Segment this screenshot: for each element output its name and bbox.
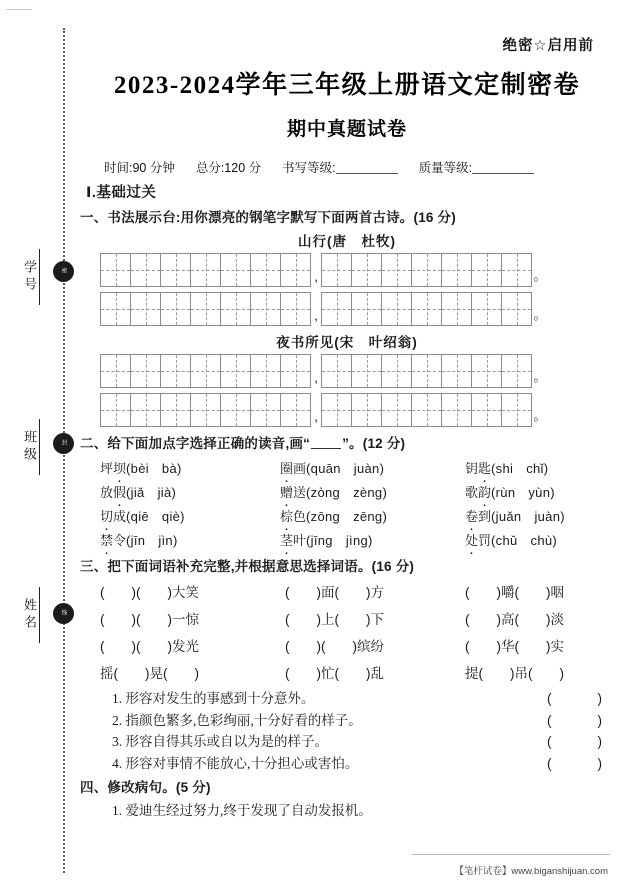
table-row: [100, 604, 620, 631]
pinyin-option-b[interactable]: yùn: [528, 484, 551, 500]
dotted-char: 赠: [280, 484, 294, 500]
table-row: [100, 479, 610, 503]
grid-cell[interactable]: [131, 355, 161, 387]
pinyin-item[interactable]: 切成(qiē qiè): [100, 503, 280, 527]
idiom-blank[interactable]: ( )( )缤纷: [285, 638, 384, 654]
pinyin-item[interactable]: 赠送(zòng zèng): [280, 479, 465, 503]
grid-cell[interactable]: [191, 293, 221, 325]
quality-grade-label: 质量等级:: [418, 161, 473, 175]
grid-half-right[interactable]: [321, 393, 532, 427]
grid-cell[interactable]: [161, 293, 191, 325]
grid-cell[interactable]: [442, 355, 472, 387]
description-text: 3. 形容自得其乐或自以为是的样子。: [112, 734, 328, 749]
comma-separator: ,: [314, 308, 318, 323]
pinyin-option-a[interactable]: shi: [495, 460, 514, 476]
question-1-heading: 一、书法展示台:用你漂亮的钢笔字默写下面两首古诗。(16 分): [80, 210, 456, 225]
grid-half-left[interactable]: [100, 253, 311, 287]
grid-cell[interactable]: [352, 254, 382, 286]
period-separator: 。: [533, 408, 547, 423]
pinyin-option-a[interactable]: zòng: [310, 484, 341, 500]
list-item: [112, 709, 602, 729]
grid-cell[interactable]: [101, 293, 131, 325]
poem-2-line-1[interactable]: [100, 354, 622, 388]
pinyin-option-b[interactable]: juàn: [353, 460, 380, 476]
exam-time: 时间:90 分钟: [104, 161, 175, 175]
pinyin-option-b[interactable]: jìn: [158, 532, 173, 548]
grid-cell[interactable]: [161, 394, 191, 426]
grid-cell[interactable]: [382, 394, 412, 426]
list-item: [112, 752, 602, 772]
grid-cell[interactable]: [191, 254, 221, 286]
grid-cell[interactable]: [442, 254, 472, 286]
grid-half-left[interactable]: [100, 393, 311, 427]
grid-cell[interactable]: [352, 355, 382, 387]
question-2-heading: [80, 432, 622, 452]
pinyin-option-b[interactable]: jìng: [345, 532, 369, 548]
pinyin-item[interactable]: 坪坝(bèi bà): [100, 455, 280, 479]
grid-cell[interactable]: [251, 293, 281, 325]
grid-cell[interactable]: [382, 293, 412, 325]
grid-cell[interactable]: [502, 394, 532, 426]
grid-cell[interactable]: [101, 394, 131, 426]
answer-blank[interactable]: ( ): [547, 691, 602, 706]
grid-cell[interactable]: [221, 355, 251, 387]
idiom-blank[interactable]: ( )上( )下: [285, 611, 384, 627]
period-separator: 。: [533, 268, 547, 283]
poem-1-line-1[interactable]: [100, 253, 622, 287]
grid-half-right[interactable]: [321, 354, 532, 388]
pinyin-option-a[interactable]: bèi: [130, 460, 149, 476]
seal-stamp-xian: 线: [54, 604, 73, 623]
pinyin-option-b[interactable]: bà: [161, 460, 177, 476]
period-separator: 。: [533, 369, 547, 384]
grid-cell[interactable]: [191, 355, 221, 387]
dotted-char: 切: [100, 508, 114, 524]
exam-total-score: 总分:120 分: [195, 161, 262, 175]
description-text: 1. 形容对发生的事感到十分意外。: [112, 691, 315, 706]
part-one-title: Ⅰ.基础过关: [86, 185, 157, 201]
idiom-blank[interactable]: ( )嚼( )咽: [465, 584, 564, 600]
poem-1-line-2[interactable]: [100, 292, 622, 326]
pinyin-option-a[interactable]: juǎn: [495, 508, 522, 524]
grid-cell[interactable]: [382, 355, 412, 387]
idiom-blank[interactable]: ( )华( )实: [465, 638, 564, 654]
pinyin-item[interactable]: 处罚(chǔ chù): [465, 527, 610, 551]
grid-cell[interactable]: [472, 394, 502, 426]
handwriting-grade-label: 书写等级:: [282, 161, 336, 175]
answer-blank[interactable]: ( ): [547, 755, 602, 771]
sidebar-label-student-id: 学号: [22, 260, 37, 294]
pinyin-option-a[interactable]: qiē: [130, 508, 149, 524]
list-item: [112, 730, 602, 750]
pinyin-option-a[interactable]: jīng: [310, 532, 333, 548]
grid-cell[interactable]: [221, 394, 251, 426]
handwriting-grade-field[interactable]: [336, 162, 398, 174]
question-4-heading: 四、修改病句。(5 分): [80, 779, 211, 795]
grid-cell[interactable]: [322, 394, 352, 426]
pinyin-item[interactable]: 禁令(jīn jìn): [100, 527, 280, 551]
grid-cell[interactable]: [191, 394, 221, 426]
grid-cell[interactable]: [281, 254, 311, 286]
grid-cell[interactable]: [412, 355, 442, 387]
name-write-line[interactable]: [39, 587, 40, 643]
idiom-blank[interactable]: ( )( )大笑: [100, 584, 199, 600]
pinyin-option-b[interactable]: zēng: [353, 508, 383, 524]
pinyin-item[interactable]: 茎叶(jīng jìng): [280, 527, 465, 551]
secret-notice: 绝密☆启用前: [502, 38, 594, 54]
pinyin-option-a[interactable]: chǔ: [495, 532, 518, 548]
exam-content: [72, 0, 630, 891]
word-char: 令: [113, 532, 127, 548]
pinyin-option-b[interactable]: juàn: [534, 508, 561, 524]
page-subtitle: 期中真题试卷: [286, 119, 407, 140]
grid-cell[interactable]: [412, 293, 442, 325]
dotted-char: 匙: [478, 460, 492, 476]
grid-cell[interactable]: [442, 394, 472, 426]
grid-cell[interactable]: [442, 293, 472, 325]
dotted-char: 卷: [465, 508, 479, 524]
grid-cell[interactable]: [101, 355, 131, 387]
page-title: 2023-2024学年三年级上册语文定制密卷: [113, 72, 581, 99]
grid-cell[interactable]: [131, 293, 161, 325]
description-text: 4. 形容对事情不能放心,十分担心或害怕。: [112, 755, 359, 771]
student-id-write-line[interactable]: [39, 249, 40, 305]
grid-half-left[interactable]: [100, 292, 311, 326]
grid-cell[interactable]: [502, 293, 532, 325]
grid-cell[interactable]: [322, 254, 352, 286]
pinyin-option-b[interactable]: qiè: [161, 508, 181, 524]
pinyin-option-a[interactable]: jīn: [130, 532, 146, 548]
grid-cell[interactable]: [281, 293, 311, 325]
question-2-heading-after: ”。(12 分): [342, 436, 406, 451]
grid-cell[interactable]: [502, 254, 532, 286]
pinyin-item[interactable]: 放假(jiǎ jià): [100, 479, 280, 503]
comma-separator: ,: [314, 269, 318, 284]
pinyin-option-a[interactable]: jiǎ: [130, 484, 145, 500]
pinyin-option-a[interactable]: zōng: [310, 508, 341, 524]
grid-cell[interactable]: [352, 293, 382, 325]
grid-cell[interactable]: [322, 355, 352, 387]
dotted-char: 茎: [280, 532, 294, 548]
quality-grade-field[interactable]: [472, 162, 534, 174]
grid-half-right[interactable]: [321, 292, 532, 326]
question-2-heading-before: 二、给下面加点字选择正确的读音,画“: [80, 436, 311, 451]
idiom-blank-table: [100, 577, 620, 685]
word-char: 罚: [478, 532, 492, 548]
word-char: 坪: [100, 460, 114, 476]
idiom-blank[interactable]: 摇( )晃( ): [100, 665, 199, 681]
table-row: [100, 577, 620, 604]
underline-mark: [311, 438, 341, 449]
footer-divider: [412, 854, 610, 855]
grid-cell[interactable]: [131, 394, 161, 426]
dotted-char: 坝: [113, 460, 127, 476]
word-char: 画: [293, 460, 307, 476]
pinyin-option-a[interactable]: quān: [310, 460, 341, 476]
exam-info-line: [104, 158, 622, 176]
word-char: 到: [478, 508, 492, 524]
list-item: [112, 687, 602, 707]
word-char: 成: [113, 508, 127, 524]
idiom-blank[interactable]: 提( )吊( ): [465, 665, 564, 681]
footer-watermark: 【笔杆试卷】www.biganshijuan.com: [454, 866, 608, 877]
description-text: 2. 指颜色繁多,色彩绚丽,十分好看的样子。: [112, 712, 362, 728]
table-row: [100, 527, 610, 551]
answer-blank[interactable]: ( ): [547, 734, 602, 749]
grid-cell[interactable]: [412, 254, 442, 286]
pinyin-option-a[interactable]: rùn: [495, 484, 516, 500]
grid-cell[interactable]: [472, 254, 502, 286]
question-3-heading: 三、把下面词语补充完整,并根据意思选择词语。(16 分): [80, 559, 415, 574]
grid-cell[interactable]: [251, 355, 281, 387]
grid-cell[interactable]: [472, 355, 502, 387]
dotted-char: 圈: [280, 460, 294, 476]
grid-half-right[interactable]: [321, 253, 532, 287]
pinyin-item[interactable]: 圈画(quān juàn): [280, 455, 465, 479]
grid-cell[interactable]: [382, 254, 412, 286]
grid-cell[interactable]: [472, 293, 502, 325]
pinyin-option-b[interactable]: chǐ: [526, 460, 544, 476]
grid-cell[interactable]: [221, 293, 251, 325]
pinyin-option-b[interactable]: jià: [157, 484, 172, 500]
grid-cell[interactable]: [101, 254, 131, 286]
idiom-blank[interactable]: ( )( )发光: [100, 638, 199, 654]
dotted-char: 禁: [100, 532, 114, 548]
table-row: [100, 455, 610, 479]
grid-cell[interactable]: [251, 254, 281, 286]
word-char: 放: [100, 484, 114, 500]
comma-separator: ,: [314, 409, 318, 424]
dotted-char: 处: [465, 532, 479, 548]
grid-cell[interactable]: [131, 254, 161, 286]
word-char: 钥: [465, 460, 479, 476]
poem-2-line-2[interactable]: [100, 393, 622, 427]
word-char: 色: [293, 508, 307, 524]
pinyin-item[interactable]: 钥匙(shi chǐ): [465, 455, 610, 479]
grid-cell[interactable]: [221, 254, 251, 286]
answer-blank[interactable]: ( ): [547, 712, 602, 728]
sentence-correction-list: [112, 799, 622, 819]
pinyin-item[interactable]: 棕色(zōng zēng): [280, 503, 465, 527]
grid-cell[interactable]: [412, 394, 442, 426]
idiom-blank[interactable]: ( )面( )方: [285, 584, 384, 600]
dotted-char: 棕: [280, 508, 294, 524]
grid-cell[interactable]: [322, 293, 352, 325]
list-item: 1. 爱迪生经过努力,终于发现了自动发报机。: [112, 802, 372, 818]
poem-2-title: 夜书所见(宋 叶绍翁): [276, 335, 418, 350]
grid-cell[interactable]: [502, 355, 532, 387]
table-row: [100, 631, 620, 658]
word-char: 送: [293, 484, 307, 500]
class-write-line[interactable]: [39, 419, 40, 475]
pinyin-option-b[interactable]: chù: [530, 532, 553, 548]
comma-separator: ,: [314, 370, 318, 385]
dotted-char: 韵: [478, 484, 492, 500]
sidebar-label-class: 班级: [22, 430, 37, 464]
grid-cell[interactable]: [161, 355, 191, 387]
seal-stamp-feng: 封: [54, 434, 73, 453]
word-char: 叶: [293, 532, 307, 548]
pinyin-choice-table: [100, 455, 610, 551]
grid-half-left[interactable]: [100, 354, 311, 388]
period-separator: 。: [533, 307, 547, 322]
table-row: [100, 658, 620, 685]
seal-stamp-mi: 密: [54, 262, 73, 281]
idiom-description-list: [112, 687, 622, 772]
binding-sidebar: [0, 0, 66, 891]
pinyin-item[interactable]: 歌韵(rùn yùn): [465, 479, 610, 503]
pinyin-item[interactable]: 卷到(juǎn juàn): [465, 503, 610, 527]
grid-cell[interactable]: [352, 394, 382, 426]
grid-cell[interactable]: [251, 394, 281, 426]
idiom-blank[interactable]: ( )忙( )乱: [285, 665, 384, 681]
dotted-char: 假: [113, 484, 127, 500]
word-char: 歌: [465, 484, 479, 500]
idiom-blank[interactable]: ( )高( )淡: [465, 611, 564, 627]
poem-1-title: 山行(唐 杜牧): [298, 234, 396, 249]
grid-cell[interactable]: [161, 254, 191, 286]
grid-cell[interactable]: [281, 394, 311, 426]
grid-cell[interactable]: [281, 355, 311, 387]
sidebar-label-name: 姓名: [22, 598, 37, 632]
idiom-blank[interactable]: ( )( )一惊: [100, 611, 199, 627]
table-row: [100, 503, 610, 527]
pinyin-option-b[interactable]: zèng: [353, 484, 383, 500]
